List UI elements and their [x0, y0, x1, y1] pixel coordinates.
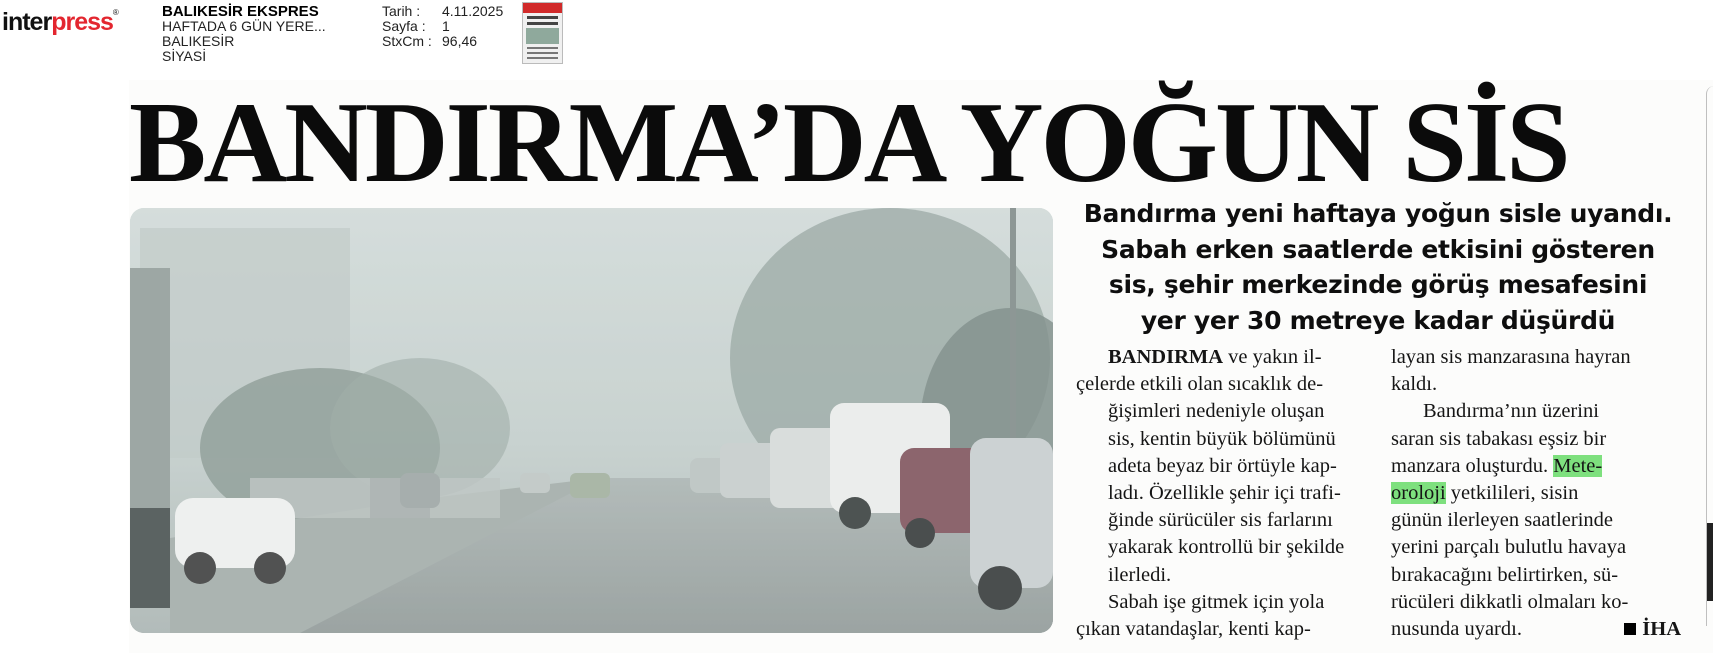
article-column-2 — [1391, 344, 1681, 643]
text-line: çıkan vatandaşlar, kenti kap- — [1076, 618, 1311, 641]
article-deck — [1068, 196, 1688, 338]
text-line: yerini parçalı bulutlu havaya — [1391, 536, 1627, 559]
interpress-logo — [2, 8, 118, 37]
paragraph — [1391, 398, 1681, 643]
publication-city: BALIKESİR — [162, 33, 235, 49]
text-line: bırakacağını belirtirken, sü- — [1391, 563, 1619, 586]
paragraph — [1391, 344, 1681, 398]
page-value: 1 — [442, 18, 450, 34]
scrollbar-thumb[interactable] — [1707, 523, 1713, 601]
dateline: BANDIRMA — [1108, 346, 1224, 368]
agency-signature — [1624, 616, 1681, 643]
meta-labels — [382, 4, 432, 49]
text-line: ladı. Özellikle şehir içi trafi- — [1108, 482, 1341, 505]
signature-text: İHA — [1642, 618, 1681, 641]
highlighted-term: Mete- — [1553, 454, 1603, 477]
publication-frequency: HAFTADA 6 GÜN YERE... — [162, 18, 326, 34]
text-line: Bandırma’nın üzerini — [1423, 400, 1599, 423]
deck-line: yer yer 30 metreye kadar düşürdü — [1140, 305, 1616, 335]
text-line: ve yakın il- — [1223, 346, 1322, 368]
publication-info — [162, 4, 326, 64]
fog-street-photo — [130, 208, 1053, 633]
square-bullet-icon — [1624, 623, 1636, 635]
paragraph — [1076, 344, 1356, 589]
text-line: ğinde sürücüler sis farlarını — [1108, 509, 1333, 532]
publication-name: BALIKESİR EKSPRES — [162, 3, 319, 20]
registered-mark: ® — [112, 8, 118, 17]
paragraph — [1076, 589, 1356, 643]
page-label: Sayfa : — [382, 18, 426, 34]
highlighted-term: oroloji — [1391, 482, 1446, 505]
date-label: Tarih : — [382, 3, 421, 19]
deck-line: Sabah erken saatlerde etkisini gösteren — [1101, 234, 1655, 264]
text-line: ilerledi. — [1108, 563, 1172, 586]
text-line: kaldı. — [1391, 373, 1438, 396]
article-headline: BANDIRMA’DA YOĞUN SİS — [129, 79, 1568, 207]
deck-line: Bandırma yeni haftaya yoğun sisle uyandı. — [1083, 199, 1673, 228]
text-line: Sabah işe gitmek için yola — [1108, 590, 1325, 613]
text-line: saran sis tabakası eşsiz bir — [1391, 427, 1607, 450]
logo-text-accent: press — [51, 8, 113, 36]
text-line: günün ilerleyen saatlerinde — [1391, 509, 1613, 532]
text-line: çelerde etkili olan sıcaklık de- — [1076, 373, 1324, 396]
stxcm-label: StxCm : — [382, 33, 432, 49]
text-line: manzara oluşturdu. — [1391, 454, 1554, 477]
text-line: sis, kentin büyük bölümünü — [1108, 427, 1336, 450]
article-column-1 — [1076, 344, 1356, 643]
text-line: yetkilileri, sisin — [1445, 482, 1579, 505]
publication-section: SİYASİ — [162, 48, 207, 64]
page-thumbnail[interactable] — [522, 2, 563, 64]
logo-text-main: inter — [2, 8, 52, 36]
text-line: ğişimleri nedeniyle oluşan — [1108, 400, 1325, 423]
text-line: layan sis manzarasına hayran — [1391, 346, 1631, 368]
meta-values — [442, 4, 503, 49]
text-line: yakarak kontrollü bir şekilde — [1108, 536, 1345, 559]
text-line: nusunda uyardı. — [1391, 618, 1522, 641]
deck-line: sis, şehir merkezinde görüş mesafesini — [1108, 270, 1648, 299]
date-value: 4.11.2025 — [442, 3, 504, 19]
text-line: rücüleri dikkatli olmaları ko- — [1391, 590, 1629, 613]
text-line: adeta beyaz bir örtüyle kap- — [1108, 454, 1337, 477]
stxcm-value: 96,46 — [442, 33, 478, 49]
